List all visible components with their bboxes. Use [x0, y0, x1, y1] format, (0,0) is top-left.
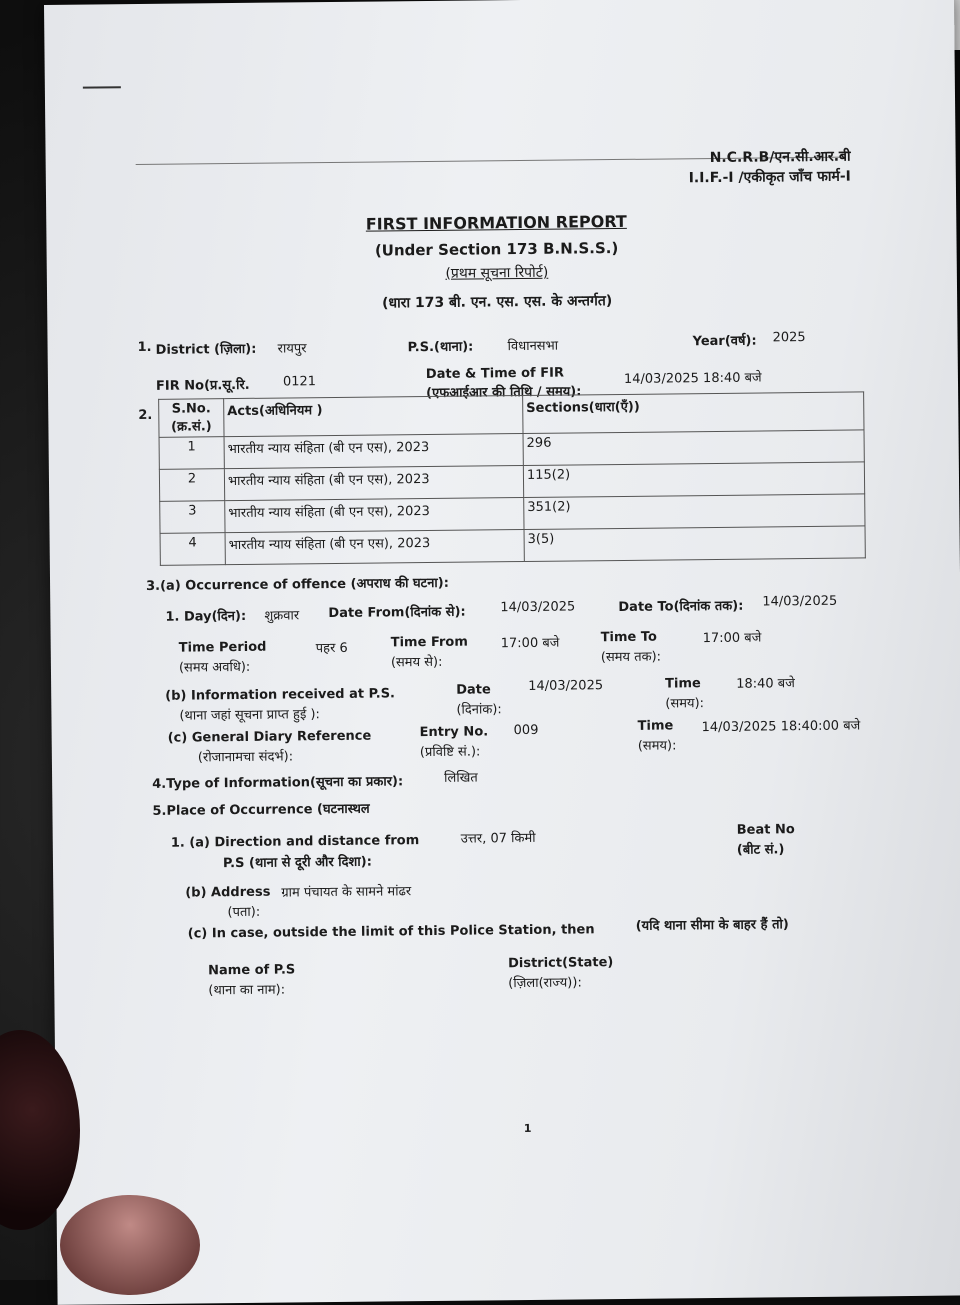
address-label: (b) Address: [185, 884, 271, 901]
district-label: District (ज़िला):: [155, 341, 257, 358]
ps-name-label-hindi: (थाना का नाम):: [208, 982, 286, 999]
place-of-occurrence-label: 5.Place of Occurrence (घटनास्थल: [152, 801, 370, 819]
time-from-label: Time From: [390, 634, 468, 651]
fir-number-label: FIR No(प्र.सू.रि.: [155, 377, 250, 394]
gd-time-label-hindi: (समय):: [637, 738, 677, 754]
direction-distance-label: 1. (a) Direction and distance from: [170, 833, 420, 851]
time-period-label-hindi: (समय अवधि):: [178, 659, 251, 676]
district-state-label: District(State): [507, 955, 614, 972]
date-from-value: 14/03/2025: [500, 599, 576, 616]
ps-name-label: Name of P.S: [208, 962, 296, 979]
gd-time-value: 14/03/2025 18:40:00 बजे: [701, 718, 861, 736]
fir-number-value: 0121: [282, 374, 317, 390]
district-state-label-hindi: (ज़िला(राज्य)):: [508, 975, 582, 992]
row-section: 115(2): [523, 462, 864, 498]
section2-number: 2.: [138, 407, 153, 424]
date-to-label: Date To(दिनांक तक):: [618, 598, 744, 616]
row-act: भारतीय न्याय संहिता (बी एन एस), 2023: [225, 498, 524, 533]
info-type-label: 4.Type of Information(सूचना का प्रकार):: [152, 774, 404, 792]
report-under-section-hindi: (धारा 173 बी. एन. एस. एस. के अन्तर्गत): [381, 293, 613, 312]
info-date-value: 14/03/2025: [528, 678, 604, 694]
beat-number-label: Beat No: [736, 822, 795, 838]
fir-document-page: [44, 0, 960, 1305]
acts-table: [158, 391, 866, 565]
entry-number-label: Entry No.: [419, 724, 489, 741]
date-to-value: 14/03/2025: [762, 593, 838, 610]
outside-limit-label-hindi: (यदि थाना सीमा के बाहर हैं तो): [635, 917, 789, 934]
gd-time-label: Time: [637, 718, 674, 734]
time-to-label: Time To: [600, 629, 658, 646]
info-received-label-hindi: (थाना जहां सूचना प्राप्त हुई ):: [179, 707, 320, 724]
acts-header: Acts(अधिनियम ): [224, 396, 523, 437]
sno-header: [159, 399, 224, 438]
address-label-hindi: (पता):: [227, 904, 261, 921]
time-to-label-hindi: (समय तक):: [600, 649, 662, 666]
entry-number-label-hindi: (प्रविष्टि सं.):: [419, 744, 481, 761]
occurrence-heading: 3.(a) Occurrence of offence (अपराध की घटना):: [146, 575, 449, 594]
info-time-value: 18:40 बजे: [736, 676, 795, 692]
general-diary-label-hindi: (रोजानामचा संदर्भ):: [197, 749, 294, 766]
info-type-value: लिखित: [444, 770, 478, 786]
address-value: ग्राम पंचायत के सामने मांढर: [281, 884, 412, 901]
row-act: भारतीय न्याय संहिता (बी एन एस), 2023: [224, 434, 523, 469]
year-label: Year(वर्ष):: [692, 333, 757, 350]
ncrb-label: N.C.R.B/एन.सी.आर.बी: [709, 148, 851, 167]
fir-datetime-label-hindi: (एफआईआर की तिथि / समय):: [426, 384, 582, 402]
row-sno: 1: [159, 437, 224, 470]
info-received-label: (b) Information received at P.S.: [165, 686, 396, 704]
outside-limit-label: (c) In case, outside the limit of this Police Station, then: [187, 922, 595, 942]
row-act: भारतीय न्याय संहिता (बी एन एस), 2023: [225, 530, 524, 565]
entry-number-value: 009: [513, 722, 539, 739]
row-sno: 2: [159, 469, 224, 502]
date-from-label: Date From(दिनांक से):: [328, 604, 466, 622]
district-value: रायपुर: [277, 341, 307, 357]
row-sno: 3: [160, 501, 225, 534]
info-time-label-hindi: (समय):: [665, 696, 705, 712]
year-value: 2025: [772, 330, 806, 346]
info-time-label: Time: [665, 676, 701, 692]
sections-header: Sections(धारा(एँ)): [523, 392, 864, 434]
pen-mark: [83, 86, 121, 88]
beat-number-label-hindi: (बीट सं.): [736, 842, 785, 858]
iif-label: I.I.F.-I /एकीकृत जाँच फार्म-I: [688, 168, 851, 187]
row-section: 296: [523, 430, 864, 466]
direction-distance-value: उत्तर, 07 किमी: [460, 830, 536, 847]
row-section: 3(5): [524, 526, 865, 562]
row-section: 351(2): [524, 494, 865, 530]
time-period-value: पहर 6: [315, 640, 348, 657]
thumb: [60, 1195, 200, 1295]
time-from-label-hindi: (समय से):: [390, 654, 443, 671]
row-sno: 4: [160, 533, 225, 566]
general-diary-label: (c) General Diary Reference: [167, 728, 372, 746]
fir-datetime-value: 14/03/2025 18:40 बजे: [623, 370, 762, 387]
report-under-section: (Under Section 173 B.N.S.S.): [374, 239, 619, 260]
time-period-label: Time Period: [178, 639, 267, 656]
police-station-label: P.S.(थाना):: [407, 339, 474, 356]
report-title: FIRST INFORMATION REPORT: [365, 211, 627, 234]
sno-header-hindi: (क्र.सं.): [171, 419, 212, 435]
row-act: भारतीय न्याय संहिता (बी एन एस), 2023: [224, 466, 523, 501]
section1-number: 1.: [137, 339, 152, 356]
time-from-value: 17:00 बजे: [500, 635, 560, 652]
report-title-hindi: (प्रथम सूचना रिपोर्ट): [445, 264, 549, 282]
fir-datetime-label: Date & Time of FIR: [425, 365, 565, 383]
page-number: 1: [523, 1121, 532, 1136]
police-station-value: विधानसभा: [507, 338, 559, 355]
day-label: 1. Day(दिन):: [165, 608, 247, 625]
day-value: शुक्रवार: [264, 608, 300, 624]
table-row: [160, 526, 865, 565]
info-date-label-hindi: (दिनांक):: [456, 702, 502, 718]
time-to-value: 17:00 बजे: [702, 630, 762, 647]
info-date-label: Date: [456, 682, 491, 698]
direction-distance-label-2: P.S (थाना से दूरी और दिशा):: [222, 854, 372, 872]
sno-header-text: S.No.: [171, 401, 211, 417]
